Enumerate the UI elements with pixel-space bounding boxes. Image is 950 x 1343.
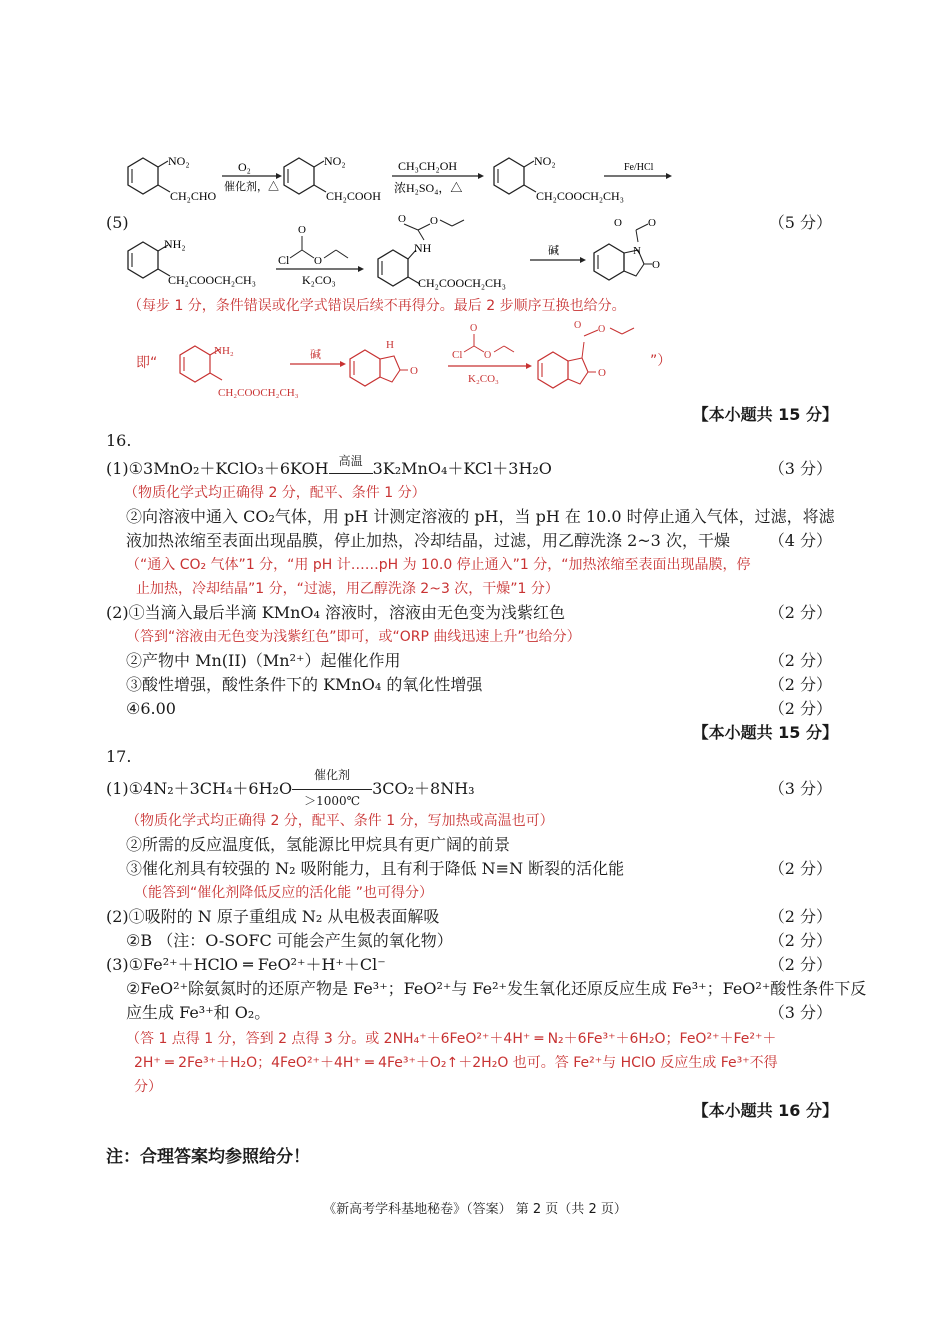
- q16-1-2-note-b: 止加热，冷却结晶”1 分，“过滤，用乙醇洗涤 2~3 次，干燥”1 分）: [136, 581, 559, 597]
- aldehyde-label: CH₂CHO: [170, 189, 217, 203]
- svg-text:O: O: [574, 320, 582, 331]
- q17-1-3-score: （2 分）: [768, 859, 832, 878]
- alt-amine-label: NH₂: [214, 345, 234, 357]
- q16-total: 【本小题共 15 分】: [692, 723, 838, 742]
- q17-3-2-line-a: ②FeO²⁺除氨氮时的还原产物是 Fe³⁺；FeO²⁺与 Fe²⁺发生氧化还原反应生成 Fe³⁺；FeO²⁺酸性条件下反: [126, 979, 867, 998]
- q16-1-2-line-b: 液加热浓缩至表面出现晶膜，停止加热，冷却结晶，过滤，用乙醇洗涤 2~3 次，干燥: [126, 531, 730, 550]
- q16-1-1-score: （3 分）: [768, 459, 832, 478]
- q17-2-1: (2)①吸附的 N 原子重组成 N₂ 从电极表面解吸: [106, 907, 440, 926]
- alt-chloroformate: [452, 323, 514, 361]
- alt-oxindole: [350, 350, 408, 386]
- q15-total: 【本小题共 15 分】: [692, 405, 838, 424]
- reagent-base: 碱: [548, 245, 559, 257]
- q16-1-1-note: （物质化学式均正确得 2 分，配平、条件 1 分）: [124, 485, 426, 501]
- q16-2-3: ③酸性增强，酸性条件下的 KMnO₄ 的氧化性增强: [126, 675, 483, 694]
- q17-2-1-score: （2 分）: [768, 907, 832, 926]
- q17-number: 17.: [106, 747, 132, 766]
- q16-2-1-note: （答到“溶液由无色变为浅紫红色”即可，或“ORP 曲线迅速上升”也给分）: [126, 629, 581, 645]
- q16-2-4: ④6.00: [126, 699, 176, 718]
- q15-part5-label: (5): [106, 213, 129, 232]
- svg-text:O: O: [298, 224, 306, 236]
- reagent-fe-hcl: Fe/HCl: [624, 162, 654, 173]
- q17-2-2: ②B （注：O-SOFC 可能会产生氮的氧化物）: [126, 931, 453, 950]
- reagent-o2: O₂: [238, 160, 251, 174]
- alt-reagent-base: 碱: [310, 349, 321, 361]
- nitro-label-1: NO₂: [168, 154, 190, 168]
- q16-1-1-condition: 高温: [338, 454, 363, 468]
- alt-o-label-1: O: [410, 365, 418, 377]
- q17-1-3: ③催化剂具有较强的 N₂ 吸附能力，且有利于降低 N≡N 断裂的活化能: [126, 859, 625, 878]
- q17-3-1: (3)①Fe²⁺＋HClO ═ FeO²⁺＋H⁺＋Cl⁻: [106, 955, 386, 974]
- general-note: 注：合理答案均参照给分！: [106, 1147, 310, 1167]
- svg-text:O: O: [484, 350, 492, 361]
- nitro-label-2: NO₂: [324, 154, 346, 168]
- alt-nh-label: H: [386, 339, 394, 351]
- svg-text:O: O: [598, 324, 606, 335]
- q16-2-1-score: （2 分）: [768, 603, 832, 622]
- synthesis-scheme-row1: [118, 150, 678, 215]
- page-footer: 《新高考学科基地秘卷》（答案） 第 2 页（共 2 页）: [323, 1202, 627, 1217]
- n-label-1: N: [633, 245, 641, 257]
- svg-text:Cl: Cl: [452, 349, 463, 361]
- svg-text:O: O: [430, 215, 438, 227]
- reagent-ethanol: CH₃CH₂OH: [398, 159, 458, 173]
- q15-part5-score: （5 分）: [768, 213, 832, 232]
- svg-text:O: O: [470, 323, 478, 334]
- q15-alt-prefix: 即“: [136, 355, 158, 371]
- q17-1-1-equation: (1)①4N₂＋3CH₄＋6H₂O 催化剂 ＞1000℃ 3CO₂＋8NH₃: [106, 778, 475, 800]
- reagent-catalyst-heat: 催化剂，△: [224, 181, 279, 193]
- amine-label: NH₂: [164, 237, 186, 251]
- q16-2-4-score: （2 分）: [768, 699, 832, 718]
- q17-3-note-b: 2H⁺ ═ 2Fe³⁺＋H₂O；4FeO²⁺＋4H⁺ ═ 4Fe³⁺＋O₂↑＋2H₂O 也可。答 Fe²⁺与 HClO 反应生成 Fe³⁺不得: [134, 1055, 778, 1071]
- alt-final-product: [538, 342, 596, 388]
- ethyl-chloroformate: [278, 224, 348, 267]
- ester-label-1: CH₂COOCH₂CH₃: [536, 189, 624, 203]
- q17-3-2-line-b: 应生成 Fe³⁺和 O₂。: [126, 1003, 271, 1022]
- svg-text:O: O: [314, 255, 322, 267]
- nitro-label-3: NO₂: [534, 154, 556, 168]
- q17-1-1-note: （物质化学式均正确得 2 分，配平、条件 1 分，写加热或高温也可）: [126, 813, 554, 829]
- q16-number: 16.: [106, 431, 132, 450]
- q16-2-2: ②产物中 Mn(II)（Mn²⁺）起催化作用: [126, 651, 401, 670]
- q17-total: 【本小题共 16 分】: [692, 1101, 838, 1120]
- q17-1-2: ②所需的反应温度低，氢能源比甲烷具有更广阔的前景: [126, 835, 511, 854]
- alt-ester-label: CH₂COOCH₂CH₃: [218, 387, 299, 399]
- benzene-ring-1: [128, 158, 170, 194]
- q17-2-2-score: （2 分）: [768, 931, 832, 950]
- svg-text:O: O: [614, 217, 622, 229]
- q17-3-2-score: （3 分）: [768, 1003, 832, 1022]
- q17-3-note-c: 分）: [134, 1079, 162, 1095]
- alt-reagent-k2co3: K₂CO₃: [468, 373, 499, 385]
- ester-label-2: CH₂COOCH₂CH₃: [168, 273, 256, 287]
- q17-1-1-cond-bottom: ＞1000℃: [304, 794, 361, 808]
- q15-scoring-note: （每步 1 分，条件错误或化学式错误后续不再得分。最后 2 步顺序互换也给分。: [128, 298, 626, 314]
- q16-2-2-score: （2 分）: [768, 651, 832, 670]
- q17-1-1-cond-top: 催化剂: [314, 768, 351, 782]
- ester-label-3: CH₂COOCH₂CH₃: [418, 276, 506, 290]
- reagent-k2co3: K₂CO₃: [302, 273, 336, 287]
- o-label-1: O: [652, 259, 660, 271]
- benzene-ring-3: [494, 158, 536, 194]
- q17-1-3-note: （能答到“催化剂降低反应的活化能 ”也可得分）: [134, 885, 433, 901]
- q16-2-3-score: （2 分）: [768, 675, 832, 694]
- benzene-ring-5: [378, 250, 420, 286]
- q17-1-1-score: （3 分）: [768, 779, 832, 798]
- alt-o-label-2: O: [598, 367, 606, 379]
- benzene-ring-2: [284, 158, 326, 194]
- q15-alt-suffix: ”）: [650, 353, 672, 369]
- q16-1-2-note-a: （“通入 CO₂ 气体”1 分，“用 pH 计……pH 为 10.0 停止通入”1 分，“加热浓缩至表面出现晶膜，停: [126, 557, 751, 573]
- q16-1-2-line-a: ②向溶液中通入 CO₂气体，用 pH 计测定溶液的 pH，当 pH 在 10.0 时停止通入气体，过滤，将滤: [126, 507, 835, 526]
- alternate-route-scheme: [170, 318, 680, 406]
- nh-label: NH: [414, 241, 432, 255]
- svg-text:O: O: [648, 217, 656, 229]
- reagent-sulfuric-heat: 浓H₂SO₄，△: [394, 181, 463, 195]
- q17-3-note-a: （答 1 点得 1 分，答到 2 点得 3 分。或 2NH₄⁺＋6FeO²⁺＋4H⁺ ═ N₂＋6Fe³⁺＋6H₂O；FeO²⁺＋Fe²⁺＋: [126, 1031, 777, 1047]
- acid-label: CH₂COOH: [326, 189, 381, 203]
- indolinone-product: [594, 244, 652, 280]
- q17-3-1-score: （2 分）: [768, 955, 832, 974]
- svg-text:Cl: Cl: [278, 253, 290, 267]
- q16-1-1-equation: (1)①3MnO₂＋KClO₃＋6KOH 高温 3K₂MnO₄＋KCl＋3H₂O: [106, 458, 552, 480]
- svg-text:O: O: [398, 213, 406, 225]
- q16-2-1: (2)①当滴入最后半滴 KMnO₄ 溶液时，溶液由无色变为浅紫红色: [106, 603, 566, 622]
- synthesis-scheme-row2: [118, 212, 678, 294]
- q16-1-2-score: （4 分）: [768, 531, 832, 550]
